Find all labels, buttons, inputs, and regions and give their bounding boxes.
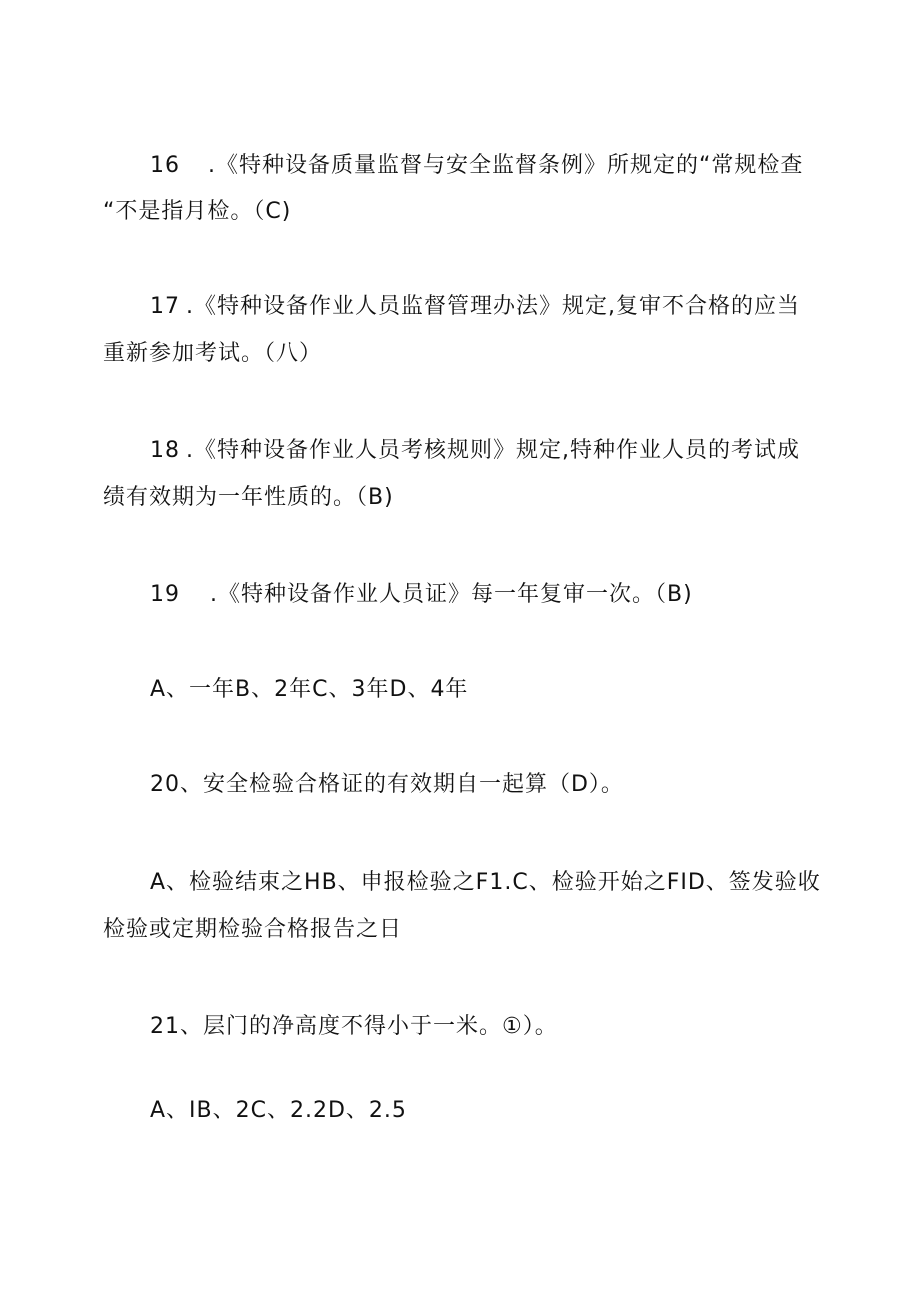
question-20-options-line-1: A、检验结束之HB、申报检验之F1.C、检验开始之FID、签发验收 (150, 870, 821, 895)
question-19-number: 19 (150, 582, 180, 607)
question-17-line-1 (150, 293, 800, 321)
question-21-options: A、IB、2C、2.2D、2.5 (150, 1098, 407, 1123)
question-20-line-1: 20、安全检验合格证的有效期自一起算（D）。 (150, 772, 624, 797)
question-18-number: 18 (150, 438, 180, 463)
question-17-number: 17 (150, 294, 180, 319)
question-16-line-1 (150, 152, 803, 180)
question-17-line-2: 重新参加考试。（八） (103, 341, 323, 366)
question-16-line-2: “不是指月检。（C) (103, 199, 292, 224)
question-18-line-2: 绩有效期为一年性质的。（B) (103, 485, 394, 510)
question-18-line-1 (150, 437, 800, 465)
question-16-number: 16 (150, 153, 180, 178)
question-20-options-line-2: 检验或定期检验合格报告之日 (103, 917, 403, 942)
question-19-text: .《特种设备作业人员证》每一年复审一次。（B) (210, 582, 693, 607)
question-18-text: .《特种设备作业人员考核规则》规定,特种作业人员的考试成 (186, 438, 800, 463)
question-17-text: .《特种设备作业人员监督管理办法》规定,复审不合格的应当 (186, 294, 800, 319)
question-16-text: .《特种设备质量监督与安全监督条例》所规定的“常规检查 (208, 153, 804, 178)
question-19-options: A、一年B、2年C、3年D、4年 (150, 677, 469, 702)
question-19-line-1 (150, 581, 693, 609)
question-21-line-1: 21、层门的净高度不得小于一米。①）。 (150, 1014, 558, 1039)
